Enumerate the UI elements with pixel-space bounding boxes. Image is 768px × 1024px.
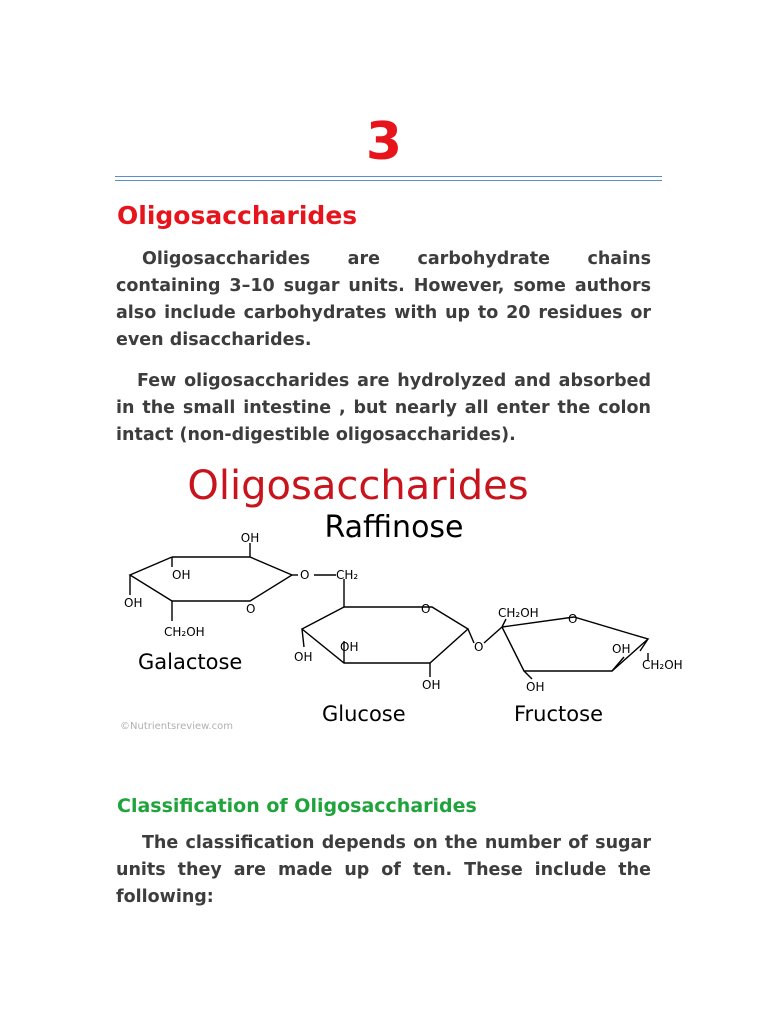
oh-label: OH bbox=[526, 680, 545, 694]
ring-oxygen-label: O bbox=[421, 602, 431, 616]
ring-oxygen-label: O bbox=[474, 640, 484, 654]
figure-credit: ©Nutrientsreview.com bbox=[120, 721, 233, 732]
galactose-label: Galactose bbox=[138, 650, 243, 674]
oh-label: OH bbox=[172, 568, 191, 582]
figure-subtitle: Raffinose bbox=[324, 510, 464, 545]
oh-label: OH bbox=[422, 678, 441, 692]
paragraph-intro: Oligosaccharides are carbohydrate chains containing 3–10 sugar units. However, some authors also include carbohydrates with up to 20 residues or even disaccharides. bbox=[116, 249, 651, 350]
ch2oh-label: CH₂OH bbox=[164, 625, 205, 639]
divider-line bbox=[115, 176, 662, 177]
fructose-label: Fructose bbox=[514, 702, 603, 726]
subsection-title: Classification of Oligosaccharides bbox=[117, 795, 477, 817]
ch2-label: CH₂ bbox=[336, 568, 359, 582]
paragraph-classification: The classification depends on the number of sugar units they are made up of ten. These include the following: bbox=[116, 833, 651, 907]
ch2oh-label: CH₂OH bbox=[498, 606, 539, 620]
raffinose-figure bbox=[112, 455, 692, 735]
oh-label: OH bbox=[340, 640, 359, 654]
ring-oxygen-label: O bbox=[300, 568, 310, 582]
ring-oxygen-label: O bbox=[246, 602, 256, 616]
oh-label: OH bbox=[612, 642, 631, 656]
paragraph-digestion: Few oligosaccharides are hydrolyzed and absorbed in the small intestine , but nearly all enter the colon intact (non-digestible oligosaccharides). bbox=[116, 371, 651, 445]
ch2oh-label: CH₂OH bbox=[642, 658, 683, 672]
glucose-label: Glucose bbox=[322, 702, 406, 726]
section-title: Oligosaccharides bbox=[117, 201, 358, 230]
figure-title: Oligosaccharides bbox=[187, 463, 529, 509]
oh-label: OH bbox=[124, 596, 143, 610]
oh-label: OH bbox=[294, 650, 313, 664]
divider-line bbox=[115, 180, 662, 181]
chapter-number: 3 bbox=[365, 112, 403, 172]
ring-oxygen-label: O bbox=[568, 612, 578, 626]
oh-label: OH bbox=[240, 531, 260, 545]
